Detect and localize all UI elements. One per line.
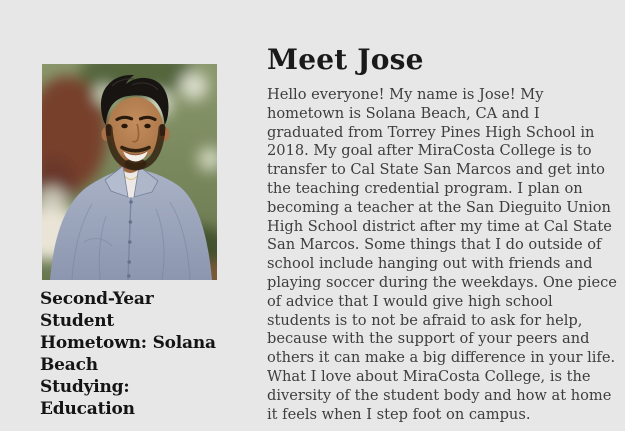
photo-column (40, 64, 220, 420)
bio-column (267, 42, 618, 424)
bio-paragraph: Hello everyone! My name is Jose! My hometown is Solana Beach, CA and I graduated from Torrey Pines High School in 2018. My goal after MiraCosta College is to transfer to Cal State San Marcos and get into the teaching credential program. I plan on becoming a teacher at the San Dieguito Union High School district after my time at Cal State San Marcos. Some things that I do outside of school include hanging out with friends and playing soccer during the weekdays. One piece of advice that I would give high school students is to not be afraid to ask for help, because with the support of your peers and others it can make a big difference in your life. What I love about MiraCosta College, is the diversity of the student body and how at home it feels when I step foot on campus. (267, 86, 617, 423)
photo-caption (40, 288, 220, 420)
caption-class-year: Second-Year Student (40, 289, 154, 331)
caption-major: Studying: Education (40, 377, 135, 419)
page-title: Meet Jose (267, 43, 424, 76)
caption-hometown: Hometown: Solana Beach (40, 333, 216, 375)
student-photo (42, 64, 217, 280)
student-photo-illustration (42, 64, 217, 280)
